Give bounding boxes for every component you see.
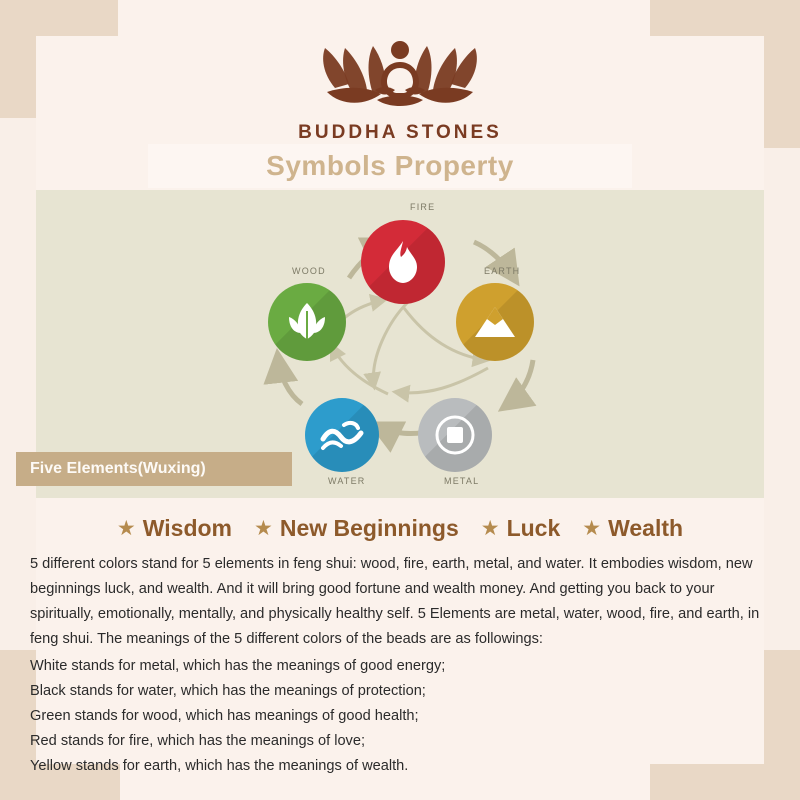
description-line-earth: Yellow stands for earth, which has the meanings of wealth. <box>30 758 409 774</box>
description-line-metal: White stands for metal, which has the meanings of good energy; <box>30 658 446 674</box>
element-label-wood: WOOD <box>292 266 326 276</box>
benefit-label: New Beginnings <box>279 514 459 541</box>
description-line-fire: Red stands for fire, which has the meanings of love; <box>30 733 366 749</box>
mountain-icon <box>473 305 517 339</box>
benefit-item-new-beginnings <box>254 515 459 542</box>
benefit-item-wisdom <box>117 515 232 542</box>
benefit-label: Wisdom <box>142 514 232 541</box>
description-line-wood: Green stands for wood, which has meanings of good health; <box>30 708 419 724</box>
square-ring-icon <box>435 415 475 455</box>
brand-header <box>0 16 800 144</box>
brand-name: BUDDHA STONES <box>298 122 502 143</box>
benefit-item-wealth <box>582 515 683 542</box>
description-block <box>30 552 770 779</box>
star-icon: ★ <box>582 516 602 540</box>
star-icon: ★ <box>116 516 136 540</box>
element-label-earth: EARTH <box>484 266 521 276</box>
benefits-row <box>36 508 764 548</box>
star-icon: ★ <box>480 516 500 540</box>
description-paragraph: 5 different colors stand for 5 elements in feng shui: wood, fire, earth, metal, and water. It embodies wisdom, new beginnings luck, and wealth. And it will bring good fortune and wealth money. And getting you back to your spiritually, emotionally, mentally, and physically healthy self. 5 Elements are metal, water, wood, fire, and earth, in feng shui. The meanings of the 5 different colors of the beads are as followings: <box>30 556 760 647</box>
element-label-water: WATER <box>328 476 366 486</box>
element-label-fire: FIRE <box>410 202 436 212</box>
title-bar <box>148 144 632 188</box>
wave-icon <box>320 419 364 451</box>
five-elements-plate <box>16 452 292 486</box>
lotus-meditation-icon <box>305 16 495 118</box>
element-circle-water[interactable] <box>305 398 379 472</box>
benefit-label: Luck <box>506 514 561 541</box>
leaf-icon <box>286 301 328 343</box>
benefit-label: Wealth <box>608 514 684 541</box>
element-circle-wood[interactable] <box>268 283 346 361</box>
five-elements-plate-label: Five Elements(Wuxing) <box>30 460 206 477</box>
benefit-item-luck <box>481 515 561 542</box>
element-circle-fire[interactable] <box>361 220 445 304</box>
flame-icon <box>383 239 423 285</box>
element-circle-earth[interactable] <box>456 283 534 361</box>
element-label-metal: METAL <box>444 476 480 486</box>
description-line-water: Black stands for water, which has the meanings of protection; <box>30 683 426 699</box>
element-circle-metal[interactable] <box>418 398 492 472</box>
star-icon: ★ <box>254 516 273 540</box>
page-title: Symbols Property <box>266 150 514 181</box>
